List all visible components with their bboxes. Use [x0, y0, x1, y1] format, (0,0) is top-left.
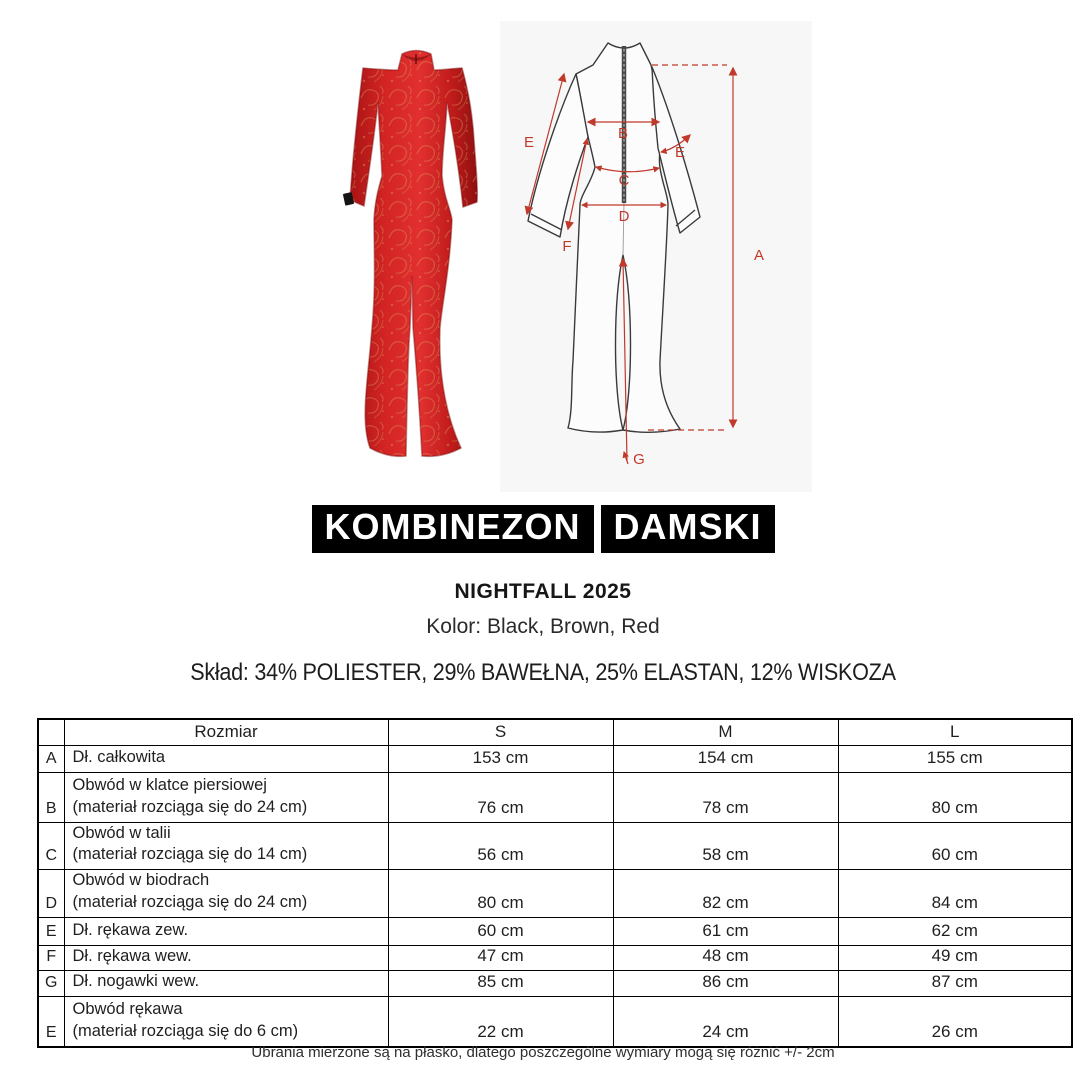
row-letter: B [38, 772, 64, 822]
measurement-name: Obwód w klatce piersiowej [72, 775, 267, 794]
row-name-cell [64, 997, 388, 1047]
table-row-a [38, 745, 1072, 772]
size-table-container [37, 718, 1071, 1048]
label-d: D [618, 208, 630, 225]
value-m: 48 cm [613, 945, 838, 971]
title-block-kombinezon: KOMBINEZON [312, 505, 594, 553]
measurement-note: (materiał rozciąga się do 6 cm) [72, 1021, 299, 1040]
table-row-e [38, 917, 1072, 945]
label-e-outer: E [523, 134, 535, 151]
value-l: 80 cm [838, 772, 1072, 822]
value-l: 60 cm [838, 822, 1072, 870]
composition-text: Skład: 34% POLIESTER, 29% BAWEŁNA, 25% ELASTAN, 12% WISKOZA [190, 659, 896, 686]
row-letter: D [38, 870, 64, 918]
value-m: 78 cm [613, 772, 838, 822]
header-size-l: L [838, 719, 1072, 745]
row-name-cell [64, 945, 388, 971]
label-c: C [618, 172, 630, 189]
measurement-name: Dł. nogawki wew. [72, 972, 200, 991]
value-l: 155 cm [838, 745, 1072, 772]
label-e-sleeve: E [674, 144, 686, 161]
table-row-e2 [38, 997, 1072, 1047]
row-letter: F [38, 945, 64, 971]
header-corner [38, 719, 64, 745]
color-line: Kolor: Black, Brown, Red [426, 615, 660, 638]
size-diagram-panel [500, 21, 812, 492]
measurement-name: Obwód rękawa [72, 1000, 183, 1019]
value-s: 153 cm [388, 745, 613, 772]
value-s: 56 cm [388, 822, 613, 870]
value-l: 84 cm [838, 870, 1072, 918]
row-letter: G [38, 971, 64, 997]
value-s: 60 cm [388, 917, 613, 945]
header-size-s: S [388, 719, 613, 745]
label-f: F [562, 238, 572, 255]
value-m: 82 cm [613, 870, 838, 918]
measurement-name: Obwód w talii [72, 823, 171, 842]
value-l: 62 cm [838, 917, 1072, 945]
jumpsuit-garment [343, 51, 477, 457]
label-g: G [633, 451, 645, 468]
table-row-c [38, 822, 1072, 870]
value-m: 154 cm [613, 745, 838, 772]
measurement-note: (materiał rozciąga się do 24 cm) [72, 797, 308, 816]
value-l: 49 cm [838, 945, 1072, 971]
diagram-garment [528, 43, 700, 432]
label-a: A [753, 247, 765, 264]
value-m: 86 cm [613, 971, 838, 997]
row-name-cell [64, 917, 388, 945]
value-s: 22 cm [388, 997, 613, 1047]
value-s: 47 cm [388, 945, 613, 971]
value-s: 76 cm [388, 772, 613, 822]
measurement-name: Dł. całkowita [72, 747, 166, 766]
header-size-m: M [613, 719, 838, 745]
row-letter: E [38, 997, 64, 1047]
value-m: 58 cm [613, 822, 838, 870]
table-row-f [38, 945, 1072, 971]
header-rozmiar: Rozmiar [64, 719, 388, 745]
product-title [0, 505, 1086, 553]
size-table [37, 718, 1073, 1048]
collection-name: NIGHTFALL 2025 [454, 580, 632, 603]
value-l: 87 cm [838, 971, 1072, 997]
composition-line [0, 659, 1086, 687]
measurement-name: Obwód w biodrach [72, 871, 210, 890]
measurement-name: Dł. rękawa zew. [72, 920, 189, 939]
measurement-note: (materiał rozciąga się do 14 cm) [72, 845, 308, 864]
row-name-cell [64, 772, 388, 822]
row-name-cell [64, 822, 388, 870]
measurement-disclaimer: Ubrania mierzone są na płasko, dlatego poszczególne wymiary mogą się różnić +/- 2cm [251, 1044, 835, 1061]
row-name-cell [64, 971, 388, 997]
value-m: 61 cm [613, 917, 838, 945]
row-name-cell [64, 870, 388, 918]
value-l: 26 cm [838, 997, 1072, 1047]
row-letter: E [38, 917, 64, 945]
row-letter: A [38, 745, 64, 772]
size-diagram [500, 21, 812, 492]
value-m: 24 cm [613, 997, 838, 1047]
table-header-row [38, 719, 1072, 745]
value-s: 80 cm [388, 870, 613, 918]
value-s: 85 cm [388, 971, 613, 997]
table-row-g [38, 971, 1072, 997]
measurement-note: (materiał rozciąga się do 24 cm) [72, 892, 308, 911]
product-photo [330, 28, 495, 470]
jumpsuit-photo-illustration [330, 28, 495, 470]
row-letter: C [38, 822, 64, 870]
title-block-damski: DAMSKI [601, 505, 775, 553]
row-name-cell [64, 745, 388, 772]
measurement-name: Dł. rękawa wew. [72, 946, 192, 965]
label-b: B [617, 125, 629, 142]
table-row-b [38, 772, 1072, 822]
table-row-d [38, 870, 1072, 918]
